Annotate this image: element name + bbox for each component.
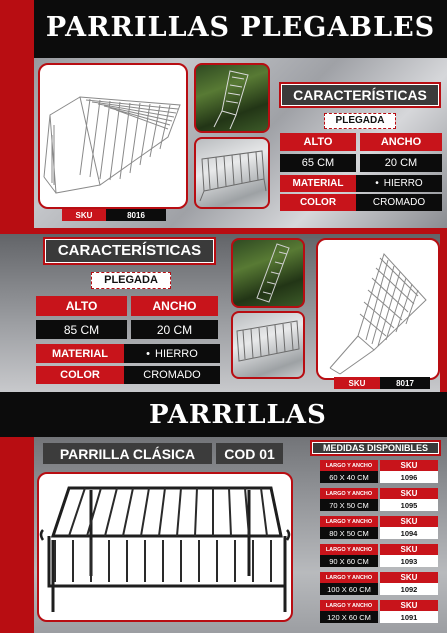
spec-alto-value-8017: 85 CM bbox=[36, 320, 127, 339]
sizes-table bbox=[320, 460, 440, 628]
bullet-icon: • bbox=[146, 347, 151, 360]
size-header-row bbox=[320, 572, 440, 583]
size-header-label: LARGO Y ANCHO bbox=[320, 516, 378, 527]
bullet-icon: • bbox=[375, 178, 379, 189]
spec-ancho-value-8016: 20 CM bbox=[360, 154, 442, 172]
product-photo-outdoor-2 bbox=[231, 238, 305, 308]
size-row bbox=[320, 471, 440, 483]
size-header-label: LARGO Y ANCHO bbox=[320, 460, 378, 471]
features-title-8016: CARACTERÍSTICAS bbox=[279, 82, 441, 108]
sku-value: 8017 bbox=[380, 377, 430, 389]
spec-color-label-8016: COLOR bbox=[280, 194, 356, 211]
spec-alto-value-8016: 65 CM bbox=[280, 154, 356, 172]
grill-outdoor-photo bbox=[196, 65, 268, 131]
sku-header-label: SKU bbox=[380, 516, 438, 527]
size-header-label: LARGO Y ANCHO bbox=[320, 572, 378, 583]
size-value: 80 X 50 CM bbox=[320, 527, 378, 539]
product-image-card-classic bbox=[37, 472, 293, 622]
folding-grill-image bbox=[318, 240, 438, 378]
size-header-row bbox=[320, 544, 440, 555]
grill-detail-photo bbox=[196, 139, 268, 207]
size-value: 60 X 40 CM bbox=[320, 471, 378, 483]
sku-badge-8016 bbox=[62, 209, 166, 221]
spec-material-label-8017: MATERIAL bbox=[36, 344, 124, 363]
sku-header-label: SKU bbox=[380, 460, 438, 471]
section2-red-strip bbox=[0, 228, 447, 234]
size-sku: 1096 bbox=[380, 471, 438, 483]
spec-material-text: HIERRO bbox=[155, 347, 198, 360]
size-sku: 1093 bbox=[380, 555, 438, 567]
size-row bbox=[320, 527, 440, 539]
size-row bbox=[320, 555, 440, 567]
size-row bbox=[320, 611, 440, 623]
size-value: 100 X 60 CM bbox=[320, 583, 378, 595]
size-row bbox=[320, 583, 440, 595]
sku-label: SKU bbox=[62, 209, 106, 221]
size-header-row bbox=[320, 460, 440, 471]
type-tag-8016: PLEGADA bbox=[324, 113, 396, 129]
spec-ancho-label-8016: ANCHO bbox=[360, 133, 442, 151]
spec-color-value-8017: CROMADO bbox=[124, 366, 220, 384]
size-value: 90 X 60 CM bbox=[320, 555, 378, 567]
sku-header-label: SKU bbox=[380, 572, 438, 583]
spec-ancho-value-8017: 20 CM bbox=[131, 320, 218, 339]
section1-left-red-strip bbox=[0, 0, 34, 228]
spec-ancho-label-8017: ANCHO bbox=[131, 296, 218, 316]
size-sku: 1095 bbox=[380, 499, 438, 511]
product-photo-outdoor-1 bbox=[194, 63, 270, 133]
product-code-box: COD 01 bbox=[216, 443, 283, 464]
size-value: 120 X 60 CM bbox=[320, 611, 378, 623]
size-header-label: LARGO Y ANCHO bbox=[320, 544, 378, 555]
product-name-box: PARRILLA CLÁSICA bbox=[43, 443, 212, 464]
grill-detail-photo bbox=[233, 313, 303, 377]
folding-grill-image bbox=[40, 65, 186, 207]
size-sku: 1094 bbox=[380, 527, 438, 539]
grill-outdoor-photo bbox=[233, 240, 303, 306]
size-header-label: LARGO Y ANCHO bbox=[320, 488, 378, 499]
size-header-row bbox=[320, 600, 440, 611]
spec-alto-label-8017: ALTO bbox=[36, 296, 127, 316]
sku-label: SKU bbox=[334, 377, 380, 389]
size-header-row bbox=[320, 488, 440, 499]
spec-color-label-8017: COLOR bbox=[36, 366, 124, 384]
product-photo-detail-1 bbox=[194, 137, 270, 209]
product-photo-detail-2 bbox=[231, 311, 305, 379]
sku-header-label: SKU bbox=[380, 544, 438, 555]
spec-alto-label-8016: ALTO bbox=[280, 133, 356, 151]
spec-material-value-8016 bbox=[356, 175, 442, 192]
size-value: 70 X 50 CM bbox=[320, 499, 378, 511]
spec-color-value-8016: CROMADO bbox=[356, 194, 442, 211]
spec-material-value-8017 bbox=[124, 344, 220, 363]
sku-header-label: SKU bbox=[380, 488, 438, 499]
size-row bbox=[320, 499, 440, 511]
product-image-card-8017 bbox=[316, 238, 440, 380]
spec-material-label-8016: MATERIAL bbox=[280, 175, 356, 192]
section3-left-red-strip bbox=[0, 437, 34, 633]
section3-title: PARRILLAS bbox=[149, 400, 327, 430]
sku-value: 8016 bbox=[106, 209, 166, 221]
section2-right-red-strip bbox=[440, 228, 447, 392]
size-sku: 1091 bbox=[380, 611, 438, 623]
classic-grill-image bbox=[39, 474, 291, 620]
section1-title: PARRILLAS PLEGABLES bbox=[45, 12, 436, 43]
size-sku: 1092 bbox=[380, 583, 438, 595]
spec-material-text: HIERRO bbox=[383, 178, 423, 189]
product-image-card-8016 bbox=[38, 63, 188, 209]
sku-header-label: SKU bbox=[380, 600, 438, 611]
size-header-label: LARGO Y ANCHO bbox=[320, 600, 378, 611]
features-title-8017: CARACTERÍSTICAS bbox=[43, 237, 216, 265]
size-header-row bbox=[320, 516, 440, 527]
sizes-title: MEDIDAS DISPONIBLES bbox=[310, 440, 441, 456]
sku-badge-8017 bbox=[334, 377, 430, 389]
type-tag-8017: PLEGADA bbox=[91, 272, 171, 289]
